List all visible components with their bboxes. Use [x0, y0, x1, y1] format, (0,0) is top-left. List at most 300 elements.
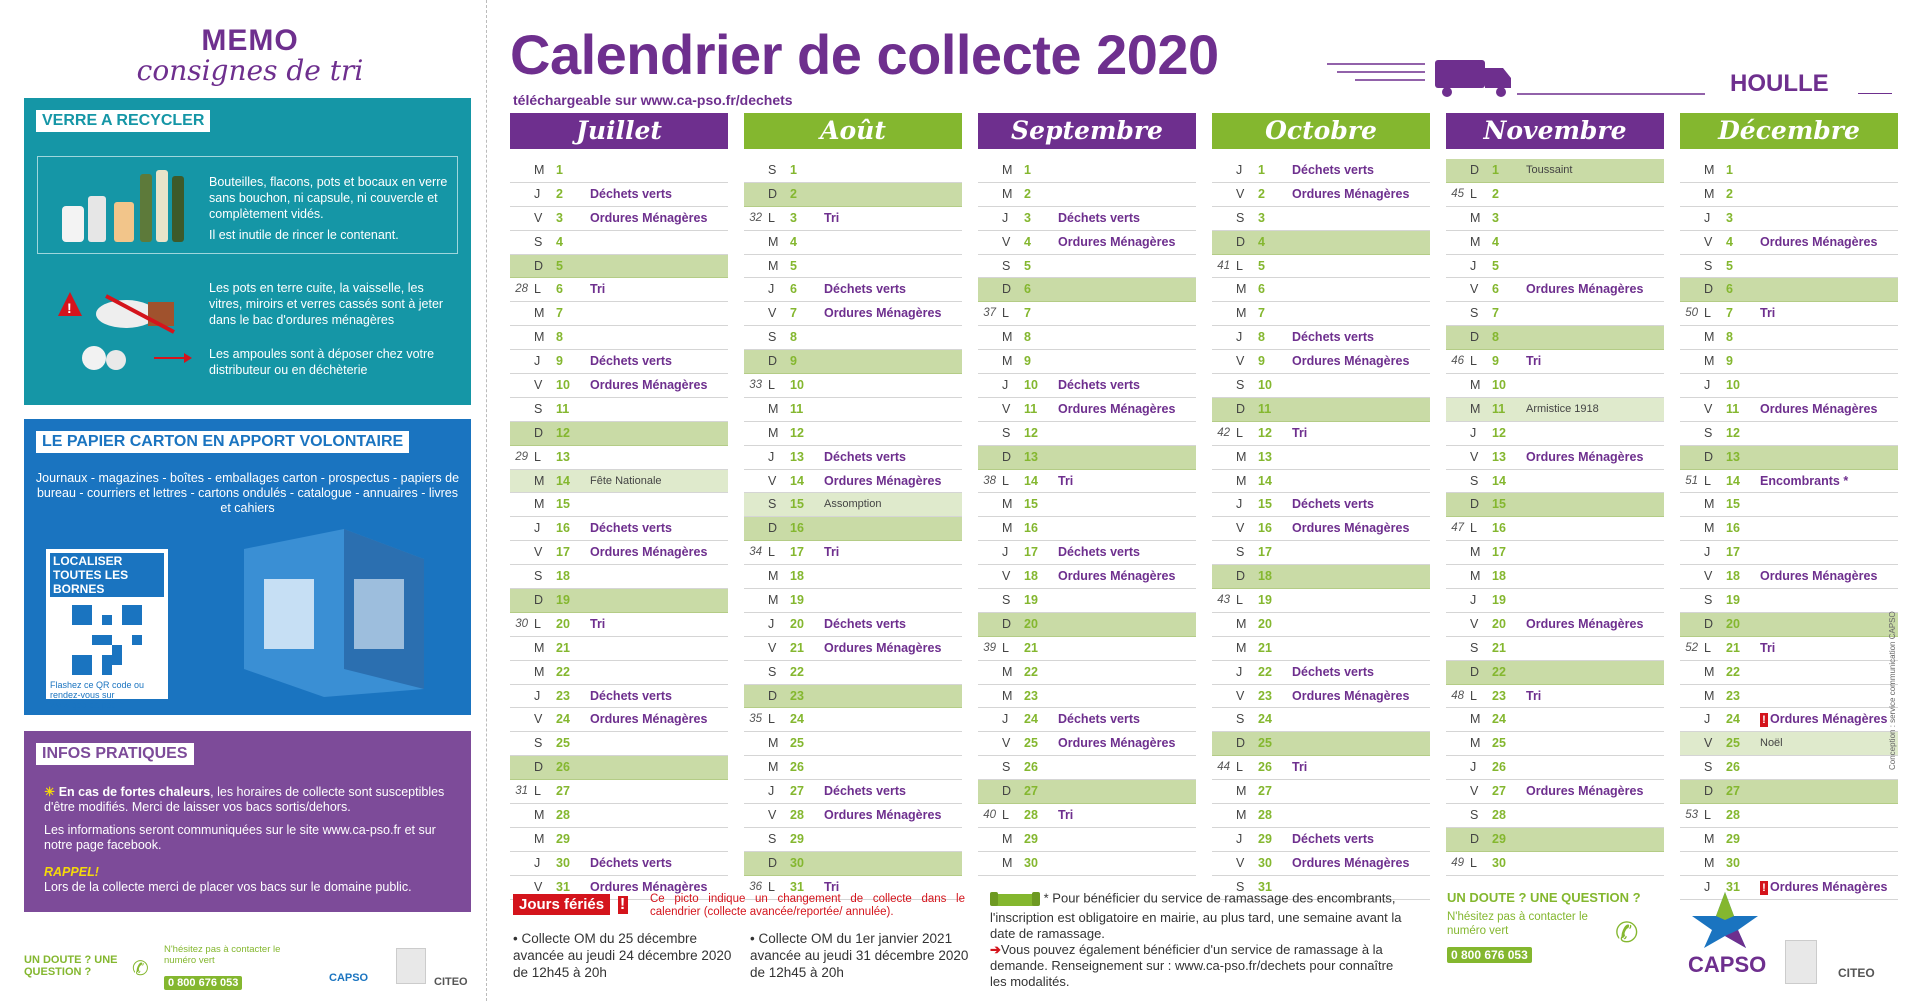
- weekday-letter: M: [768, 234, 779, 249]
- day-number: 26: [1024, 760, 1038, 775]
- day-number: 10: [1024, 378, 1038, 393]
- collection-event: ! Ordures Ménagères: [1760, 708, 1887, 730]
- weekday-letter: M: [1704, 497, 1715, 512]
- weekday-letter: S: [1704, 760, 1713, 775]
- weekday-letter: M: [1704, 688, 1715, 703]
- day-row: [744, 446, 962, 470]
- verre-title: VERRE A RECYCLER: [36, 110, 210, 132]
- day-number: 30: [556, 855, 570, 870]
- day-row: [1680, 231, 1898, 255]
- weekday-letter: L: [768, 210, 775, 225]
- day-row: [978, 637, 1196, 661]
- day-row: [1446, 422, 1664, 446]
- month-column-3: [1212, 113, 1430, 900]
- day-row: [744, 565, 962, 589]
- day-number: 7: [790, 306, 797, 321]
- day-number: 14: [790, 473, 804, 488]
- day-number: 23: [1258, 688, 1272, 703]
- qr-code-icon[interactable]: [72, 605, 142, 675]
- weekday-letter: M: [768, 425, 779, 440]
- day-number: 18: [1726, 569, 1740, 584]
- bulbs-arrow-illustration: [74, 338, 194, 378]
- weekday-letter: J: [534, 186, 541, 201]
- day-row: [1212, 470, 1430, 494]
- weekday-letter: D: [1704, 282, 1714, 297]
- weekday-letter: J: [534, 855, 541, 870]
- day-number: 15: [1258, 497, 1272, 512]
- weekday-letter: M: [1704, 330, 1715, 345]
- weekday-letter: L: [1704, 473, 1711, 488]
- weekday-letter: M: [768, 593, 779, 608]
- week-number: 33: [749, 379, 762, 392]
- weekday-letter: J: [1704, 545, 1711, 560]
- weekday-letter: S: [1470, 306, 1479, 321]
- weekday-letter: L: [1236, 425, 1243, 440]
- weekday-letter: J: [768, 449, 775, 464]
- capso-logo: CAPSO: [329, 972, 369, 984]
- weekday-letter: L: [768, 879, 775, 894]
- verre-panel: [24, 98, 471, 405]
- day-number: 5: [1024, 258, 1031, 273]
- day-number: 4: [1024, 234, 1031, 249]
- weekday-letter: S: [768, 163, 777, 177]
- day-row: [1212, 374, 1430, 398]
- week-number: 28: [515, 283, 528, 296]
- day-row: [510, 470, 728, 494]
- weekday-letter: L: [1236, 593, 1243, 608]
- day-number: 14: [1024, 473, 1038, 488]
- day-row: [744, 398, 962, 422]
- day-row: [1680, 804, 1898, 828]
- day-row: [1446, 231, 1664, 255]
- day-number: 19: [1492, 593, 1506, 608]
- day-row: [1446, 804, 1664, 828]
- weekday-letter: M: [534, 163, 545, 177]
- weekday-letter: M: [1236, 449, 1247, 464]
- day-number: 8: [1258, 330, 1265, 345]
- collection-event: Ordures Ménagères: [824, 808, 942, 823]
- weekday-letter: M: [1002, 855, 1013, 870]
- day-row: [978, 159, 1196, 183]
- weekday-letter: D: [1470, 831, 1480, 846]
- verre-text-rinse: Il est inutile de rincer le contenant.: [209, 228, 399, 242]
- day-row: [978, 255, 1196, 279]
- collection-event: Ordures Ménagères: [1058, 234, 1176, 249]
- page-title: Calendrier de collecte 2020: [510, 23, 1219, 86]
- collection-event: Ordures Ménagères: [590, 545, 708, 560]
- collection-event: Ordures Ménagères: [1526, 784, 1644, 799]
- papier-panel: [24, 419, 471, 715]
- day-row: [978, 613, 1196, 637]
- day-number: 12: [1492, 425, 1506, 440]
- day-number: 10: [1258, 378, 1272, 393]
- day-number: 21: [556, 640, 570, 655]
- week-number: 38: [983, 474, 996, 487]
- week-number: 42: [1217, 426, 1230, 439]
- commune-name: HOULLE: [1730, 70, 1829, 97]
- day-number: 12: [1726, 425, 1740, 440]
- rappel-text: Lors de la collecte merci de placer vos bacs sur le domaine public.: [44, 880, 412, 894]
- encombrants-text-2: Vous pouvez également bénéficier d'un service de ramassage à la demande. Renseignement sur : www.ca-pso.fr/dechets pour connaître les modalités.: [990, 942, 1394, 989]
- day-number: 9: [1726, 354, 1733, 369]
- weekday-letter: J: [1236, 664, 1243, 679]
- month-column-0: [510, 113, 728, 900]
- day-number: 10: [790, 378, 804, 393]
- weekday-letter: D: [1002, 282, 1012, 297]
- day-number: 5: [1726, 258, 1733, 273]
- day-row: [1446, 207, 1664, 231]
- citeo-logo-2: CITEO: [1838, 966, 1875, 980]
- day-number: 27: [1492, 784, 1506, 799]
- weekday-letter: D: [1236, 401, 1246, 416]
- collection-event: Ordures Ménagères: [1292, 521, 1410, 536]
- weekday-letter: V: [534, 712, 543, 727]
- day-row: [1680, 565, 1898, 589]
- day-number: 3: [1726, 210, 1733, 225]
- day-row: [744, 493, 962, 517]
- day-row: [1212, 302, 1430, 326]
- day-row: [1212, 804, 1430, 828]
- weekday-letter: M: [1470, 569, 1481, 584]
- day-number: 5: [1258, 258, 1265, 273]
- memo-heading: [130, 26, 370, 86]
- day-row: [1680, 278, 1898, 302]
- day-number: 15: [790, 497, 804, 512]
- infos-web: Les informations seront communiquées sur le site www.ca-pso.fr et sur notre page facebook.: [44, 823, 436, 852]
- day-number: 7: [1726, 306, 1733, 321]
- day-row: [1446, 661, 1664, 685]
- day-row: [1680, 828, 1898, 852]
- collection-event: Déchets verts: [824, 449, 906, 464]
- truck-icon: [1325, 54, 1705, 98]
- day-number: 2: [1258, 186, 1265, 201]
- day-number: 8: [1024, 330, 1031, 345]
- collection-event: Ordures Ménagères: [824, 306, 942, 321]
- day-number: 27: [1258, 784, 1272, 799]
- weekday-letter: M: [1704, 354, 1715, 369]
- day-row: [510, 302, 728, 326]
- week-number: 49: [1451, 856, 1464, 869]
- collection-event: Ordures Ménagères: [1760, 234, 1878, 249]
- day-row: [1212, 183, 1430, 207]
- weekday-letter: L: [1002, 473, 1009, 488]
- weekday-letter: M: [1236, 473, 1247, 488]
- weekday-letter: L: [534, 784, 541, 799]
- day-row: [744, 637, 962, 661]
- day-number: 29: [556, 831, 570, 846]
- day-number: 8: [556, 330, 563, 345]
- infos-panel: [24, 731, 471, 912]
- collection-event: Tri: [1526, 354, 1542, 369]
- day-row: [744, 804, 962, 828]
- verre-text-forbidden: Les pots en terre cuite, la vaisselle, les vitres, miroirs et verres cassés sont à jeter dans le bac d'ordures ménagères: [209, 281, 444, 327]
- weekday-letter: M: [1470, 736, 1481, 751]
- om-note-2: • Collecte OM du 1er janvier 2021 avancée au jeudi 31 décembre 2020 de 12h45 à 20h: [750, 931, 969, 980]
- day-row: [744, 661, 962, 685]
- weekday-letter: D: [1236, 234, 1246, 249]
- day-number: 27: [790, 784, 804, 799]
- collection-event: Ordures Ménagères: [1058, 401, 1176, 416]
- day-row: [510, 780, 728, 804]
- collection-event: Ordures Ménagères: [1760, 401, 1878, 416]
- day-row: [1446, 326, 1664, 350]
- day-row: [978, 374, 1196, 398]
- collection-event: Ordures Ménagères: [1292, 186, 1410, 201]
- weekday-letter: M: [1002, 688, 1013, 703]
- weekday-letter: V: [1236, 354, 1245, 369]
- collection-event: Ordures Ménagères: [824, 473, 942, 488]
- weekday-letter: L: [768, 378, 775, 393]
- collection-event: Déchets verts: [1292, 330, 1374, 345]
- collection-event: Tri: [1760, 640, 1776, 655]
- day-number: 11: [1024, 401, 1038, 416]
- infos-heat-text: , les horaires de collecte sont susceptibles d'être modifiés. Merci de laisser vos bacs sortis/dehors.: [44, 785, 445, 814]
- weekday-letter: S: [1470, 640, 1479, 655]
- day-number: 13: [790, 449, 804, 464]
- day-number: 23: [556, 688, 570, 703]
- day-row: [1212, 278, 1430, 302]
- day-row: [1446, 685, 1664, 709]
- week-number: 36: [749, 880, 762, 893]
- weekday-letter: M: [534, 831, 545, 846]
- day-number: 14: [1492, 473, 1506, 488]
- day-row: [510, 446, 728, 470]
- weekday-letter: M: [1470, 234, 1481, 249]
- rappel-label: RAPPEL: [44, 865, 95, 879]
- day-number: 16: [1258, 521, 1272, 536]
- day-number: 15: [1492, 497, 1506, 512]
- day-row: [978, 589, 1196, 613]
- weekday-letter: J: [1002, 378, 1009, 393]
- collection-event: Déchets verts: [1058, 712, 1140, 727]
- day-row: [1680, 183, 1898, 207]
- infos-title: INFOS PRATIQUES: [36, 743, 194, 765]
- day-row: [1680, 637, 1898, 661]
- weekday-letter: V: [1704, 401, 1713, 416]
- weekday-letter: V: [1002, 736, 1011, 751]
- right-footer-question: [1447, 892, 1687, 964]
- day-number: 19: [1726, 593, 1740, 608]
- day-row: [978, 183, 1196, 207]
- day-number: 24: [1492, 712, 1506, 727]
- collection-event: ! Ordures Ménagères: [1760, 876, 1887, 898]
- day-row: [510, 231, 728, 255]
- day-number: 29: [1492, 831, 1506, 846]
- day-number: 19: [790, 593, 804, 608]
- day-number: 17: [556, 545, 570, 560]
- infos-heat: [44, 785, 454, 815]
- weekday-letter: M: [1236, 784, 1247, 799]
- weekday-letter: S: [534, 234, 543, 249]
- day-row: [744, 828, 962, 852]
- day-number: 17: [1258, 545, 1272, 560]
- day-number: 18: [556, 569, 570, 584]
- phone-number-2[interactable]: 0 800 676 053: [1447, 946, 1687, 964]
- weekday-letter: M: [1002, 330, 1013, 345]
- day-row: [978, 541, 1196, 565]
- day-row: [510, 183, 728, 207]
- day-row: [510, 565, 728, 589]
- day-row: [1680, 613, 1898, 637]
- day-row: [744, 732, 962, 756]
- phone-icon-2: ✆: [1615, 917, 1639, 948]
- day-number: 17: [1492, 545, 1506, 560]
- weekday-letter: S: [534, 401, 543, 416]
- day-number: 28: [790, 808, 804, 823]
- day-number: 6: [1024, 282, 1031, 297]
- day-row: [510, 685, 728, 709]
- day-number: 19: [1024, 593, 1038, 608]
- day-number: 23: [790, 688, 804, 703]
- day-row: [1446, 708, 1664, 732]
- day-number: 16: [1726, 521, 1740, 536]
- collection-event: Déchets verts: [1292, 664, 1374, 679]
- weekday-letter: J: [768, 616, 775, 631]
- day-number: 7: [1024, 306, 1031, 321]
- weekday-letter: V: [1470, 616, 1479, 631]
- day-row: [1212, 350, 1430, 374]
- weekday-letter: J: [1236, 330, 1243, 345]
- day-number: 1: [1726, 163, 1733, 177]
- weekday-letter: M: [1704, 664, 1715, 679]
- weekday-letter: M: [1236, 306, 1247, 321]
- day-row: [1446, 350, 1664, 374]
- weekday-letter: S: [1002, 593, 1011, 608]
- day-row: [1212, 685, 1430, 709]
- week-number: 34: [749, 546, 762, 559]
- collection-event: Toussaint: [1526, 164, 1573, 176]
- weekday-letter: M: [534, 473, 545, 488]
- day-row: [744, 350, 962, 374]
- week-number: 41: [1217, 259, 1230, 272]
- collection-event: Déchets verts: [590, 855, 672, 870]
- week-number: 44: [1217, 761, 1230, 774]
- collection-event: Déchets verts: [824, 282, 906, 297]
- weekday-letter: L: [1470, 354, 1477, 369]
- collection-event: Ordures Ménagères: [824, 640, 942, 655]
- weekday-letter: V: [1002, 234, 1011, 249]
- day-number: 12: [1024, 425, 1038, 440]
- phone-icon: ✆: [132, 958, 149, 980]
- weekday-letter: M: [1236, 616, 1247, 631]
- week-number: 43: [1217, 594, 1230, 607]
- day-row: [744, 183, 962, 207]
- weekday-letter: L: [1002, 640, 1009, 655]
- weekday-letter: D: [1704, 449, 1714, 464]
- day-number: 31: [556, 879, 570, 894]
- day-row: [510, 708, 728, 732]
- day-number: 21: [790, 640, 804, 655]
- weekday-letter: J: [1002, 712, 1009, 727]
- day-number: 21: [1024, 640, 1038, 655]
- day-number: 24: [556, 712, 570, 727]
- day-number: 20: [790, 616, 804, 631]
- weekday-letter: S: [1236, 378, 1245, 393]
- week-number: 37: [983, 307, 996, 320]
- day-row: [1212, 565, 1430, 589]
- month-column-1: [744, 113, 962, 900]
- jours-feries-note: Ce picto indique un changement de collecte dans le calendrier (collecte avancée/reportée/ annulée).: [650, 893, 965, 918]
- weekday-letter: D: [768, 855, 778, 870]
- day-number: 18: [1492, 569, 1506, 584]
- phone-number[interactable]: 0 800 676 053: [164, 973, 242, 991]
- collection-event: Tri: [590, 282, 606, 297]
- page-subtitle[interactable]: téléchargeable sur www.ca-pso.fr/dechets: [513, 92, 793, 108]
- day-number: 13: [556, 449, 570, 464]
- day-number: 22: [1258, 664, 1272, 679]
- paper-container-illustration: [234, 519, 434, 699]
- weekday-letter: M: [534, 497, 545, 512]
- day-number: 26: [1258, 760, 1272, 775]
- day-number: 3: [1258, 210, 1265, 225]
- day-number: 25: [790, 736, 804, 751]
- weekday-letter: V: [1236, 688, 1245, 703]
- day-number: 7: [556, 306, 563, 321]
- weekday-letter: V: [1236, 521, 1245, 536]
- month-header: Août: [744, 113, 962, 149]
- weekday-letter: M: [534, 664, 545, 679]
- weekday-letter: V: [534, 378, 543, 393]
- day-row: [1680, 780, 1898, 804]
- weekday-letter: M: [768, 569, 779, 584]
- day-number: 11: [1726, 401, 1740, 416]
- weekday-letter: D: [534, 425, 544, 440]
- qr-box[interactable]: [46, 549, 168, 710]
- day-row: [510, 613, 728, 637]
- collection-event: Tri: [1526, 688, 1542, 703]
- weekday-letter: L: [1470, 186, 1477, 201]
- day-row: [1680, 852, 1898, 876]
- day-number: 14: [1726, 473, 1740, 488]
- day-row: [1680, 350, 1898, 374]
- weekday-letter: L: [1470, 688, 1477, 703]
- day-number: 10: [556, 378, 570, 393]
- week-number: 47: [1451, 522, 1464, 535]
- day-row: [1212, 422, 1430, 446]
- weekday-letter: M: [1470, 210, 1481, 225]
- day-number: 22: [790, 664, 804, 679]
- collection-event: Tri: [824, 210, 840, 225]
- day-number: 9: [1024, 354, 1031, 369]
- weekday-letter: D: [768, 688, 778, 703]
- day-number: 19: [1258, 593, 1272, 608]
- day-number: 26: [1726, 760, 1740, 775]
- weekday-letter: L: [1704, 808, 1711, 823]
- day-row: [1212, 852, 1430, 876]
- weekday-letter: J: [534, 688, 541, 703]
- collection-event: Tri: [824, 879, 840, 894]
- day-number: 9: [556, 354, 563, 369]
- day-number: 24: [790, 712, 804, 727]
- day-row: [744, 422, 962, 446]
- day-row: [744, 255, 962, 279]
- day-row: [978, 350, 1196, 374]
- day-row: [1680, 159, 1898, 183]
- day-number: 27: [556, 784, 570, 799]
- weekday-letter: S: [534, 736, 543, 751]
- weekday-letter: M: [1002, 664, 1013, 679]
- collection-event: Ordures Ménagères: [1760, 569, 1878, 584]
- weekday-letter: J: [1470, 760, 1477, 775]
- weekday-letter: V: [768, 640, 777, 655]
- day-row: [978, 278, 1196, 302]
- weekday-letter: D: [1002, 449, 1012, 464]
- memo-subtitle: consignes de tri: [136, 54, 364, 87]
- week-number: 35: [749, 713, 762, 726]
- day-number: 29: [1024, 831, 1038, 846]
- conception-credit: Conception : service communication CAPSO: [1888, 611, 1897, 770]
- day-row: [1680, 374, 1898, 398]
